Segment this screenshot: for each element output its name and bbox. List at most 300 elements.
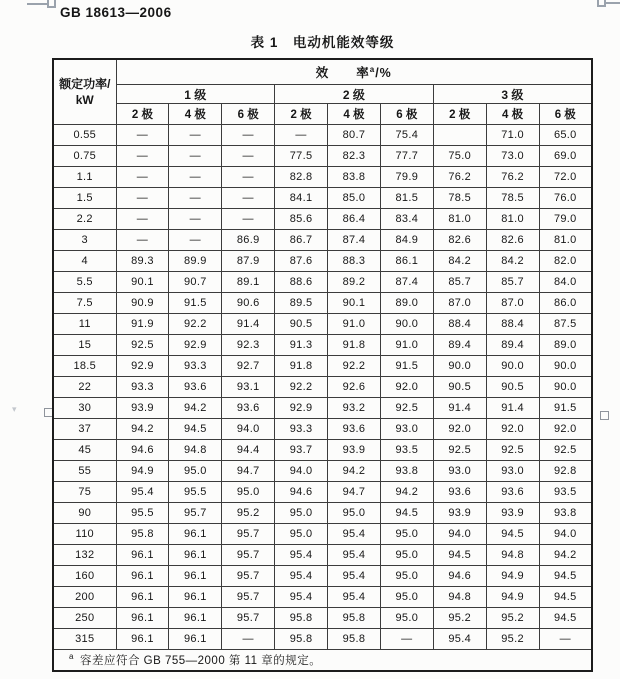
power-cell: 200	[53, 587, 116, 608]
pole-header: 4 极	[169, 104, 222, 125]
table-row	[53, 272, 592, 293]
efficiency-cell: 84.9	[380, 230, 433, 251]
grade-header: 1 级	[116, 85, 275, 104]
efficiency-cell: 90.1	[116, 272, 169, 293]
power-cell: 1.5	[53, 188, 116, 209]
power-cell: 110	[53, 524, 116, 545]
efficiency-footnote-marker: a	[369, 64, 376, 74]
efficiency-cell: 65.0	[539, 125, 592, 146]
efficiency-cell: 69.0	[539, 146, 592, 167]
table-row	[53, 125, 592, 146]
pole-header: 6 极	[539, 104, 592, 125]
efficiency-cell: 92.9	[275, 398, 328, 419]
efficiency-cell: 94.8	[486, 545, 539, 566]
efficiency-cell: 79.9	[380, 167, 433, 188]
efficiency-cell: 91.3	[275, 335, 328, 356]
power-cell: 5.5	[53, 272, 116, 293]
efficiency-cell: 92.0	[486, 419, 539, 440]
efficiency-cell: 76.2	[433, 167, 486, 188]
efficiency-cell: 87.9	[222, 251, 275, 272]
footnote-marker: a	[69, 652, 74, 662]
efficiency-cell: 94.0	[433, 524, 486, 545]
efficiency-cell: 95.0	[275, 524, 328, 545]
efficiency-cell: 93.3	[275, 419, 328, 440]
power-cell: 1.1	[53, 167, 116, 188]
power-cell: 22	[53, 377, 116, 398]
efficiency-cell: 94.9	[486, 587, 539, 608]
table-row	[53, 587, 592, 608]
crop-mark-top-right-box	[597, 0, 606, 7]
efficiency-cell: 92.2	[328, 356, 381, 377]
power-cell: 315	[53, 629, 116, 650]
table-row	[53, 293, 592, 314]
efficiency-cell: 88.4	[486, 314, 539, 335]
table-row	[53, 545, 592, 566]
efficiency-cell: 84.2	[433, 251, 486, 272]
efficiency-cell: 94.0	[539, 524, 592, 545]
efficiency-cell: 81.0	[433, 209, 486, 230]
efficiency-cell: 95.2	[222, 503, 275, 524]
efficiency-cell: 95.0	[222, 482, 275, 503]
efficiency-cell: 86.4	[328, 209, 381, 230]
power-cell: 90	[53, 503, 116, 524]
efficiency-cell: 96.1	[169, 524, 222, 545]
power-cell: 0.75	[53, 146, 116, 167]
table-row	[53, 482, 592, 503]
grade-header: 2 级	[275, 85, 434, 104]
efficiency-cell: —	[169, 209, 222, 230]
efficiency-cell: 91.0	[328, 314, 381, 335]
efficiency-cell: 89.9	[169, 251, 222, 272]
efficiency-cell: 86.1	[380, 251, 433, 272]
table-row	[53, 419, 592, 440]
power-header-line2: kW	[75, 93, 94, 107]
efficiency-cell: 82.8	[275, 167, 328, 188]
efficiency-cell: 95.4	[275, 587, 328, 608]
power-cell: 45	[53, 440, 116, 461]
efficiency-cell: —	[116, 209, 169, 230]
efficiency-cell: 90.9	[116, 293, 169, 314]
efficiency-cell: 95.0	[275, 503, 328, 524]
efficiency-cell: —	[222, 629, 275, 650]
pole-header: 2 极	[433, 104, 486, 125]
efficiency-cell: 75.4	[380, 125, 433, 146]
efficiency-cell: 95.5	[116, 503, 169, 524]
efficiency-cell: 82.6	[486, 230, 539, 251]
power-cell: 0.55	[53, 125, 116, 146]
efficiency-cell: 94.2	[380, 482, 433, 503]
table-row	[53, 251, 592, 272]
efficiency-cell: 95.2	[486, 629, 539, 650]
table-row	[53, 461, 592, 482]
efficiency-unit: /%	[375, 66, 392, 80]
efficiency-cell: —	[169, 146, 222, 167]
efficiency-cell: 89.0	[539, 335, 592, 356]
efficiency-cell: 92.3	[222, 335, 275, 356]
efficiency-cell: 94.0	[275, 461, 328, 482]
efficiency-cell: 94.9	[486, 566, 539, 587]
efficiency-cell: —	[116, 230, 169, 251]
efficiency-cell: 89.5	[275, 293, 328, 314]
efficiency-cell: 81.0	[539, 230, 592, 251]
efficiency-cell: 96.1	[116, 545, 169, 566]
efficiency-cell: 89.0	[380, 293, 433, 314]
efficiency-cell: 95.7	[222, 545, 275, 566]
efficiency-cell: 96.1	[169, 629, 222, 650]
efficiency-cell: 94.2	[169, 398, 222, 419]
efficiency-cell: 93.5	[380, 440, 433, 461]
table-row	[53, 209, 592, 230]
power-cell: 250	[53, 608, 116, 629]
efficiency-cell: 81.0	[486, 209, 539, 230]
table-row	[53, 524, 592, 545]
efficiency-cell: 94.7	[222, 461, 275, 482]
efficiency-cell: 92.5	[380, 398, 433, 419]
efficiency-cell: 92.8	[539, 461, 592, 482]
efficiency-cell: 96.1	[116, 566, 169, 587]
efficiency-cell: 96.1	[116, 587, 169, 608]
efficiency-cell: —	[169, 125, 222, 146]
efficiency-cell: 89.4	[433, 335, 486, 356]
table-row	[53, 503, 592, 524]
efficiency-cell: 92.7	[222, 356, 275, 377]
efficiency-cell: 93.1	[222, 377, 275, 398]
efficiency-cell: 92.0	[380, 377, 433, 398]
efficiency-cell: 77.5	[275, 146, 328, 167]
power-cell: 132	[53, 545, 116, 566]
table-row	[53, 167, 592, 188]
efficiency-cell: 91.9	[116, 314, 169, 335]
efficiency-cell: 85.6	[275, 209, 328, 230]
standard-code: GB 18613—2006	[60, 5, 172, 20]
efficiency-table	[52, 58, 593, 672]
efficiency-cell: 93.9	[116, 398, 169, 419]
efficiency-label: 效 率	[315, 66, 370, 80]
efficiency-cell: 94.5	[539, 587, 592, 608]
efficiency-cell: 96.1	[169, 545, 222, 566]
efficiency-cell: 88.3	[328, 251, 381, 272]
efficiency-cell: 95.2	[433, 608, 486, 629]
efficiency-cell: —	[380, 629, 433, 650]
efficiency-cell: —	[116, 125, 169, 146]
efficiency-cell: 89.2	[328, 272, 381, 293]
efficiency-cell: 82.3	[328, 146, 381, 167]
efficiency-cell: 91.8	[328, 335, 381, 356]
efficiency-cell: 89.3	[116, 251, 169, 272]
pole-header: 4 极	[486, 104, 539, 125]
pole-header: 4 极	[328, 104, 381, 125]
efficiency-cell: —	[116, 146, 169, 167]
efficiency-cell: 86.7	[275, 230, 328, 251]
header-row-poles	[53, 104, 592, 125]
efficiency-cell: —	[539, 629, 592, 650]
efficiency-cell: 94.7	[328, 482, 381, 503]
efficiency-cell: 92.0	[539, 419, 592, 440]
efficiency-cell: 93.3	[169, 356, 222, 377]
efficiency-cell: 95.7	[222, 566, 275, 587]
efficiency-cell: —	[116, 188, 169, 209]
efficiency-cell: 91.4	[433, 398, 486, 419]
footnote-text: 容差应符合 GB 755—2000 第 11 章的规定。	[79, 655, 322, 667]
efficiency-cell: —	[222, 209, 275, 230]
efficiency-cell: 95.7	[222, 524, 275, 545]
efficiency-cell: 93.7	[275, 440, 328, 461]
efficiency-cell: 90.5	[486, 377, 539, 398]
efficiency-cell: 91.4	[486, 398, 539, 419]
efficiency-cell: 94.2	[539, 545, 592, 566]
efficiency-cell: 94.8	[433, 587, 486, 608]
efficiency-cell: —	[222, 188, 275, 209]
efficiency-cell: 76.2	[486, 167, 539, 188]
efficiency-cell: 83.8	[328, 167, 381, 188]
efficiency-cell: 83.4	[380, 209, 433, 230]
table-row	[53, 146, 592, 167]
table-row	[53, 230, 592, 251]
crop-mark-top-right-line	[606, 2, 620, 4]
efficiency-cell: 94.5	[433, 545, 486, 566]
power-cell: 4	[53, 251, 116, 272]
efficiency-cell: —	[169, 167, 222, 188]
efficiency-cell: 87.4	[328, 230, 381, 251]
table-row	[53, 440, 592, 461]
efficiency-cell: 95.4	[116, 482, 169, 503]
efficiency-cell: 72.0	[539, 167, 592, 188]
power-column-header	[53, 59, 116, 125]
efficiency-cell: 95.8	[116, 524, 169, 545]
efficiency-cell: 92.5	[486, 440, 539, 461]
efficiency-cell: 93.3	[116, 377, 169, 398]
efficiency-cell: 95.8	[275, 629, 328, 650]
efficiency-cell: 90.0	[539, 377, 592, 398]
crop-mark-top-left-box	[47, 0, 56, 8]
efficiency-cell: 78.5	[486, 188, 539, 209]
efficiency-cell: 94.4	[222, 440, 275, 461]
crop-mark-top-left-line	[27, 3, 48, 5]
efficiency-cell: 94.9	[116, 461, 169, 482]
power-cell: 11	[53, 314, 116, 335]
efficiency-cell: 92.5	[433, 440, 486, 461]
efficiency-cell: 78.5	[433, 188, 486, 209]
efficiency-cell: 87.0	[433, 293, 486, 314]
efficiency-cell: —	[222, 125, 275, 146]
power-cell: 3	[53, 230, 116, 251]
efficiency-cell: 95.0	[169, 461, 222, 482]
efficiency-cell: 75.0	[433, 146, 486, 167]
efficiency-cell: 87.0	[486, 293, 539, 314]
efficiency-cell: 94.2	[116, 419, 169, 440]
footnote	[53, 650, 592, 672]
efficiency-cell: —	[169, 230, 222, 251]
power-cell: 55	[53, 461, 116, 482]
efficiency-cell: 92.9	[169, 335, 222, 356]
table-row	[53, 377, 592, 398]
efficiency-cell: 95.4	[433, 629, 486, 650]
efficiency-cell: 95.7	[222, 587, 275, 608]
efficiency-cell: 94.5	[486, 524, 539, 545]
efficiency-cell: 92.9	[116, 356, 169, 377]
efficiency-cell: 95.4	[328, 566, 381, 587]
efficiency-cell: 95.8	[328, 629, 381, 650]
grade-header: 3 级	[433, 85, 592, 104]
table-row	[53, 566, 592, 587]
efficiency-cell: —	[222, 146, 275, 167]
efficiency-cell: 90.0	[433, 356, 486, 377]
efficiency-cell: 88.4	[433, 314, 486, 335]
efficiency-cell: 95.8	[328, 608, 381, 629]
efficiency-cell: 85.7	[433, 272, 486, 293]
efficiency-header	[116, 59, 592, 85]
table-row	[53, 356, 592, 377]
power-cell: 7.5	[53, 293, 116, 314]
pole-header: 6 极	[380, 104, 433, 125]
efficiency-cell: 90.6	[222, 293, 275, 314]
efficiency-cell: 71.0	[486, 125, 539, 146]
efficiency-cell: —	[275, 125, 328, 146]
efficiency-cell: 93.6	[486, 482, 539, 503]
efficiency-cell	[433, 125, 486, 146]
efficiency-cell: 89.4	[486, 335, 539, 356]
efficiency-cell: 95.4	[328, 545, 381, 566]
efficiency-cell: 95.4	[275, 545, 328, 566]
efficiency-cell: 86.9	[222, 230, 275, 251]
power-cell: 75	[53, 482, 116, 503]
efficiency-cell: 84.1	[275, 188, 328, 209]
efficiency-cell: 84.2	[486, 251, 539, 272]
efficiency-cell: 82.6	[433, 230, 486, 251]
efficiency-cell: 76.0	[539, 188, 592, 209]
efficiency-cell: 96.1	[116, 629, 169, 650]
efficiency-cell: 93.6	[169, 377, 222, 398]
pole-header: 2 极	[275, 104, 328, 125]
efficiency-cell: 92.5	[116, 335, 169, 356]
efficiency-cell: —	[169, 188, 222, 209]
efficiency-cell: 95.4	[328, 524, 381, 545]
power-header-line1: 额定功率/	[59, 76, 111, 91]
efficiency-cell: 94.5	[169, 419, 222, 440]
efficiency-cell: 95.0	[380, 566, 433, 587]
efficiency-cell: 95.8	[275, 608, 328, 629]
efficiency-cell: 91.5	[169, 293, 222, 314]
pole-header: 6 极	[222, 104, 275, 125]
efficiency-cell: 85.7	[486, 272, 539, 293]
efficiency-cell: 96.1	[169, 566, 222, 587]
efficiency-cell: 90.0	[486, 356, 539, 377]
efficiency-cell: 93.6	[222, 398, 275, 419]
efficiency-cell: 95.7	[169, 503, 222, 524]
efficiency-cell: 93.8	[380, 461, 433, 482]
efficiency-cell: 93.9	[433, 503, 486, 524]
efficiency-cell: 92.2	[275, 377, 328, 398]
header-row-efficiency	[53, 59, 592, 85]
efficiency-cell: 93.8	[539, 503, 592, 524]
efficiency-cell: 95.0	[328, 503, 381, 524]
efficiency-cell: 95.2	[486, 608, 539, 629]
efficiency-cell: 81.5	[380, 188, 433, 209]
efficiency-cell: 95.0	[380, 545, 433, 566]
efficiency-cell: —	[222, 167, 275, 188]
efficiency-cell: 87.6	[275, 251, 328, 272]
efficiency-cell: 94.2	[328, 461, 381, 482]
efficiency-cell: 91.5	[539, 398, 592, 419]
efficiency-cell: 93.0	[380, 419, 433, 440]
efficiency-cell: 95.0	[380, 587, 433, 608]
efficiency-cell: 92.2	[169, 314, 222, 335]
efficiency-cell: 90.0	[539, 356, 592, 377]
efficiency-cell: 93.0	[433, 461, 486, 482]
efficiency-cell: 93.9	[328, 440, 381, 461]
table-row	[53, 398, 592, 419]
efficiency-cell: 96.1	[169, 608, 222, 629]
footnote-row	[53, 650, 592, 672]
efficiency-cell: 95.4	[328, 587, 381, 608]
efficiency-cell: 91.4	[222, 314, 275, 335]
efficiency-cell: 73.0	[486, 146, 539, 167]
efficiency-cell: 94.5	[380, 503, 433, 524]
power-cell: 37	[53, 419, 116, 440]
efficiency-cell: 94.0	[222, 419, 275, 440]
pole-header: 2 极	[116, 104, 169, 125]
table-row	[53, 608, 592, 629]
efficiency-cell: 91.0	[380, 335, 433, 356]
power-cell: 30	[53, 398, 116, 419]
efficiency-cell: 95.5	[169, 482, 222, 503]
efficiency-cell: 94.6	[116, 440, 169, 461]
efficiency-cell: —	[116, 167, 169, 188]
table-row	[53, 629, 592, 650]
efficiency-cell: 90.1	[328, 293, 381, 314]
efficiency-cell: 95.0	[380, 608, 433, 629]
efficiency-cell: 95.4	[275, 566, 328, 587]
efficiency-cell: 93.5	[539, 482, 592, 503]
efficiency-cell: 93.9	[486, 503, 539, 524]
efficiency-cell: 88.6	[275, 272, 328, 293]
efficiency-cell: 94.5	[539, 566, 592, 587]
power-cell: 2.2	[53, 209, 116, 230]
efficiency-cell: 87.4	[380, 272, 433, 293]
efficiency-cell: 93.0	[486, 461, 539, 482]
efficiency-cell: 79.0	[539, 209, 592, 230]
efficiency-cell: 90.7	[169, 272, 222, 293]
power-cell: 15	[53, 335, 116, 356]
table-title: 表 1 电动机能效等级	[250, 35, 395, 50]
efficiency-cell: 92.0	[433, 419, 486, 440]
efficiency-cell: 80.7	[328, 125, 381, 146]
efficiency-cell: 96.1	[169, 587, 222, 608]
efficiency-cell: 90.0	[380, 314, 433, 335]
efficiency-cell: 86.0	[539, 293, 592, 314]
efficiency-cell: 94.6	[275, 482, 328, 503]
power-cell: 18.5	[53, 356, 116, 377]
efficiency-cell: 90.5	[433, 377, 486, 398]
efficiency-cell: 87.5	[539, 314, 592, 335]
efficiency-cell: 93.2	[328, 398, 381, 419]
table-row	[53, 188, 592, 209]
efficiency-cell: 90.5	[275, 314, 328, 335]
efficiency-cell: 96.1	[116, 608, 169, 629]
efficiency-cell: 82.0	[539, 251, 592, 272]
efficiency-cell: 94.8	[169, 440, 222, 461]
efficiency-cell: 95.0	[380, 524, 433, 545]
efficiency-cell: 94.5	[539, 608, 592, 629]
efficiency-cell: 89.1	[222, 272, 275, 293]
efficiency-cell: 93.6	[433, 482, 486, 503]
efficiency-cell: 77.7	[380, 146, 433, 167]
efficiency-cell: 91.5	[380, 356, 433, 377]
table-row	[53, 314, 592, 335]
header-row-grades	[53, 85, 592, 104]
efficiency-cell: 85.0	[328, 188, 381, 209]
power-cell: 160	[53, 566, 116, 587]
